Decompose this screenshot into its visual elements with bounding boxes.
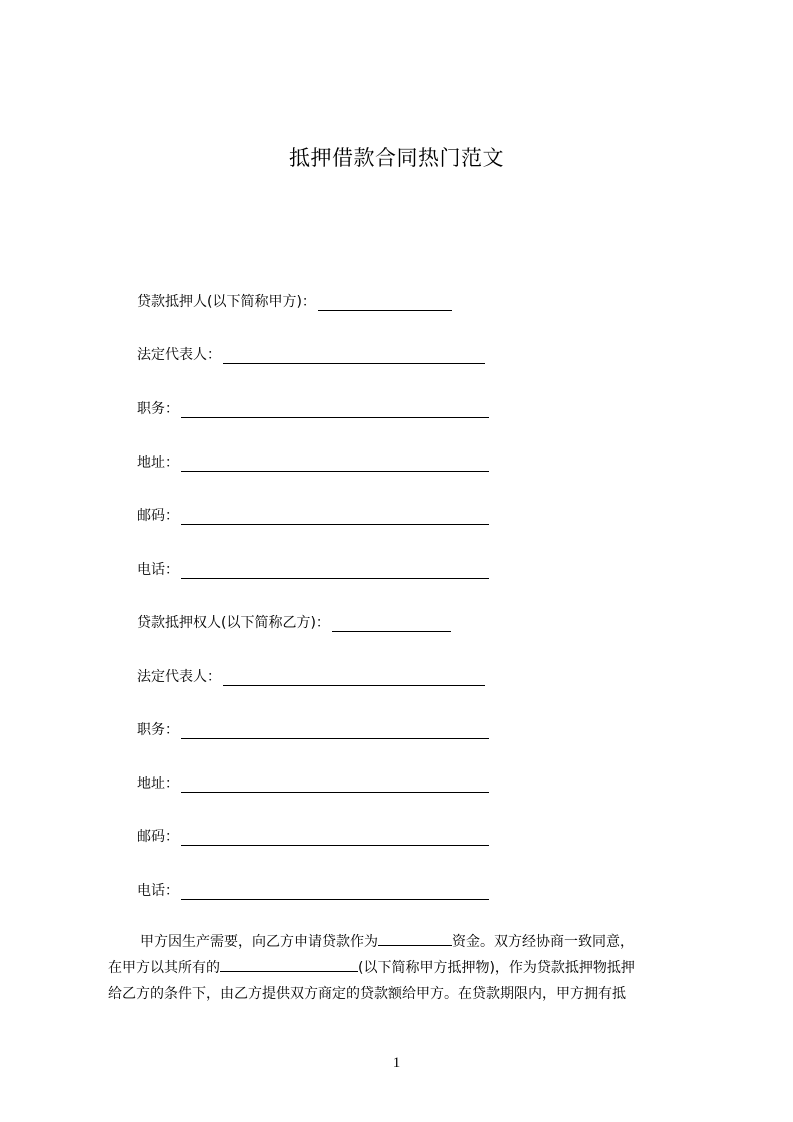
field-label: 职务： xyxy=(137,722,179,738)
field-label: 地址： xyxy=(137,776,179,792)
field-label: 贷款抵押权人(以下简称乙方)： xyxy=(137,615,330,631)
paragraph-text: 在甲方以其所有的 xyxy=(108,960,220,976)
fill-in-blank[interactable] xyxy=(181,830,489,846)
borrower-field xyxy=(137,291,452,311)
paragraph-text: (以下简称甲方抵押物)，作为贷款抵押物抵押 xyxy=(358,960,635,976)
paragraph-line: 给乙方的条件下，由乙方提供双方商定的贷款额给甲方。在贷款期限内，甲方拥有抵 xyxy=(108,986,626,1002)
address-field xyxy=(137,773,489,793)
position-field xyxy=(137,398,489,418)
phone-field xyxy=(137,880,489,900)
body-paragraph xyxy=(108,929,698,1007)
fill-in-blank[interactable] xyxy=(318,295,452,311)
paragraph-text: 资金。双方经协商一致同意， xyxy=(452,934,634,950)
fill-in-blank[interactable] xyxy=(181,777,489,793)
fill-in-blank[interactable] xyxy=(223,670,485,686)
field-label: 电话： xyxy=(137,883,179,899)
lender-field xyxy=(137,612,451,632)
paragraph-text: 甲方因生产需要，向乙方申请贷款作为 xyxy=(140,934,378,950)
fill-in-blank[interactable] xyxy=(181,456,489,472)
fill-in-blank[interactable] xyxy=(220,957,358,972)
address-field xyxy=(137,452,489,472)
legal-rep-field xyxy=(137,666,485,686)
position-field xyxy=(137,719,489,739)
field-label: 法定代表人： xyxy=(137,669,221,685)
postcode-field xyxy=(137,505,489,525)
fill-in-blank[interactable] xyxy=(181,402,489,418)
phone-field xyxy=(137,559,489,579)
document-title: 抵押借款合同热门范文 xyxy=(289,146,504,170)
field-label: 贷款抵押人(以下简称甲方)： xyxy=(137,294,316,310)
field-label: 职务： xyxy=(137,401,179,417)
fill-in-blank[interactable] xyxy=(181,884,489,900)
fill-in-blank[interactable] xyxy=(332,616,451,632)
field-label: 电话： xyxy=(137,562,179,578)
legal-rep-field xyxy=(137,344,485,364)
postcode-field xyxy=(137,826,489,846)
fill-in-blank[interactable] xyxy=(181,509,489,525)
paragraph-line xyxy=(108,955,698,981)
field-label: 法定代表人： xyxy=(137,347,221,363)
field-label: 地址： xyxy=(137,455,179,471)
fill-in-blank[interactable] xyxy=(378,931,452,946)
page-number: 1 xyxy=(392,1055,401,1071)
paragraph-line xyxy=(108,929,698,955)
fill-in-blank[interactable] xyxy=(223,348,485,364)
fill-in-blank[interactable] xyxy=(181,563,489,579)
field-label: 邮码： xyxy=(137,829,179,845)
field-label: 邮码： xyxy=(137,508,179,524)
fill-in-blank[interactable] xyxy=(181,723,489,739)
